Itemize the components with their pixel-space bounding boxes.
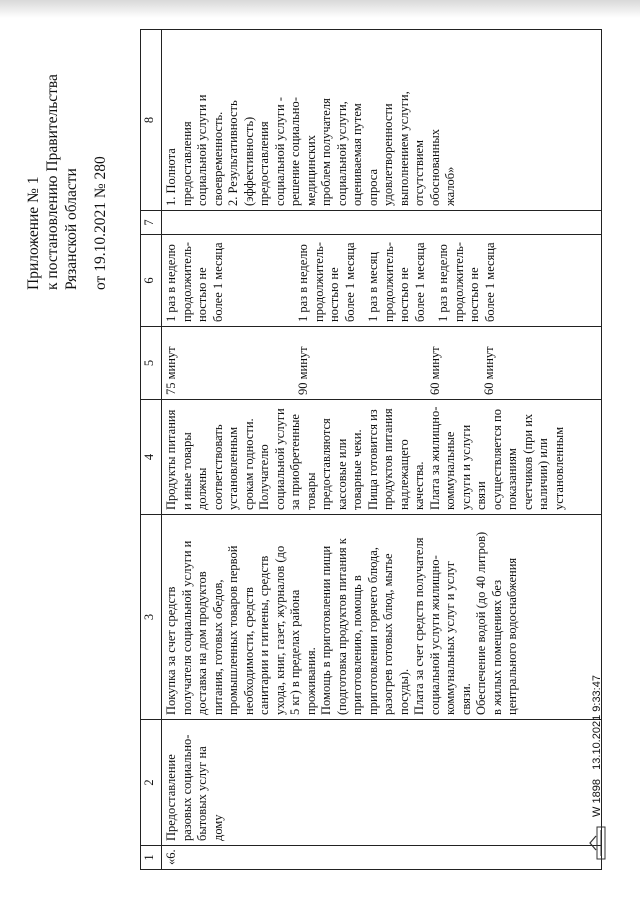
periodicity-value: 1 раз в неделю продолжитель- ностью не более 1 месяца <box>436 242 497 322</box>
service-name: Предоставление разовых социально- бытовых услуг на дому <box>164 734 225 841</box>
service-content-item: Помощь в приготовлении пищи (подготовка продуктов питания к приготовлению, помощь в приготовлении горячего блюда, разогрев готовых блюд, мытье посуды). <box>319 538 411 715</box>
column-number: 6 <box>141 235 162 327</box>
requirements-cell <box>162 400 602 515</box>
column-7-cell <box>162 211 602 235</box>
periodicity-value: 1 раз в месяц продолжитель- ностью не более 1 месяца <box>366 242 427 322</box>
rotated-document-page <box>20 20 620 880</box>
duration-value: 90 минут <box>296 346 310 395</box>
duration-value: 60 минут <box>428 346 442 395</box>
column-number: 2 <box>141 720 162 846</box>
service-content-item: Покупка за счет средств получателя социальной услуги и доставка на дом продуктов питания, готовых обедов, промышленных товаров первой необходимости, средств санитарии и гигиены, средств ухода, книг, газет, журналов (до 5 кг) в пределах района проживания. <box>164 540 318 715</box>
decree-date: от 19.10.2021 № 280 <box>92 156 109 290</box>
requirement-item: Плата за жилищно- коммунальные услуги и услуги связи осуществляется по показаниям счетчиков (при их наличии) или установленным <box>427 406 566 510</box>
duration-cell <box>162 327 602 400</box>
column-number: 7 <box>141 211 162 235</box>
registration-code: W 1898 <box>590 779 603 817</box>
appendix-title: Приложение № 1 <box>25 176 42 290</box>
quality-indicators: 1. Полнота предоставления социальной услуги и своевременность. 2. Результативность (эффективность) предоставления социальной услуги - решение социально- медицинских проблем получателя социальной услуги, оцениваемая путем опроса удовлетворенности выполнением услуги, отсутствием обоснованных жалоб» <box>164 91 457 206</box>
registry-logo-icon <box>588 826 606 860</box>
appendix-header <box>24 25 110 290</box>
registration-stamp <box>588 675 606 860</box>
registration-timestamp: 13.10.2021 9:33:47 <box>590 675 603 770</box>
column-number-row <box>141 30 162 870</box>
quality-indicators-cell <box>162 30 602 211</box>
duration-value: 75 минут <box>164 346 178 395</box>
table-row <box>162 30 602 870</box>
duration-value: 60 минут <box>482 346 496 395</box>
service-name-cell <box>162 720 602 846</box>
periodicity-cell <box>162 235 602 327</box>
decree-reference: к постановлению Правительства <box>44 74 61 290</box>
row-number-cell <box>162 846 602 870</box>
column-number: 3 <box>141 515 162 720</box>
service-content-item: Обеспечение водой (до 40 литров) в жилых помещениях без центрального водоснабжения <box>474 531 519 715</box>
column-number: 1 <box>141 846 162 870</box>
column-number: 4 <box>141 400 162 515</box>
region-name: Рязанской области <box>63 168 80 290</box>
periodicity-value: 1 раз в неделю продолжитель- ностью не более 1 месяца <box>296 242 357 322</box>
service-content-cell <box>162 515 602 720</box>
requirement-item: Пища готовится из продуктов питания надлежащего качества. <box>365 408 426 510</box>
requirement-item: Продукты питания и иные товары должны соответствовать установленным срокам годности. Получателю социальной услуги за приобретенные товары предоставляются кассовые или товарные чеки. <box>164 408 364 510</box>
column-number: 8 <box>141 30 162 211</box>
column-number: 5 <box>141 327 162 400</box>
scan-edge <box>0 0 640 18</box>
services-table <box>140 29 602 870</box>
service-content-item: Плата за счет средств получателя социальной услуги жилищно- коммунальных услуг и услуг связи. <box>412 537 473 715</box>
row-number: «6. <box>164 849 178 865</box>
periodicity-value: 1 раз в неделю продолжитель- ностью не более 1 месяца <box>164 242 225 322</box>
